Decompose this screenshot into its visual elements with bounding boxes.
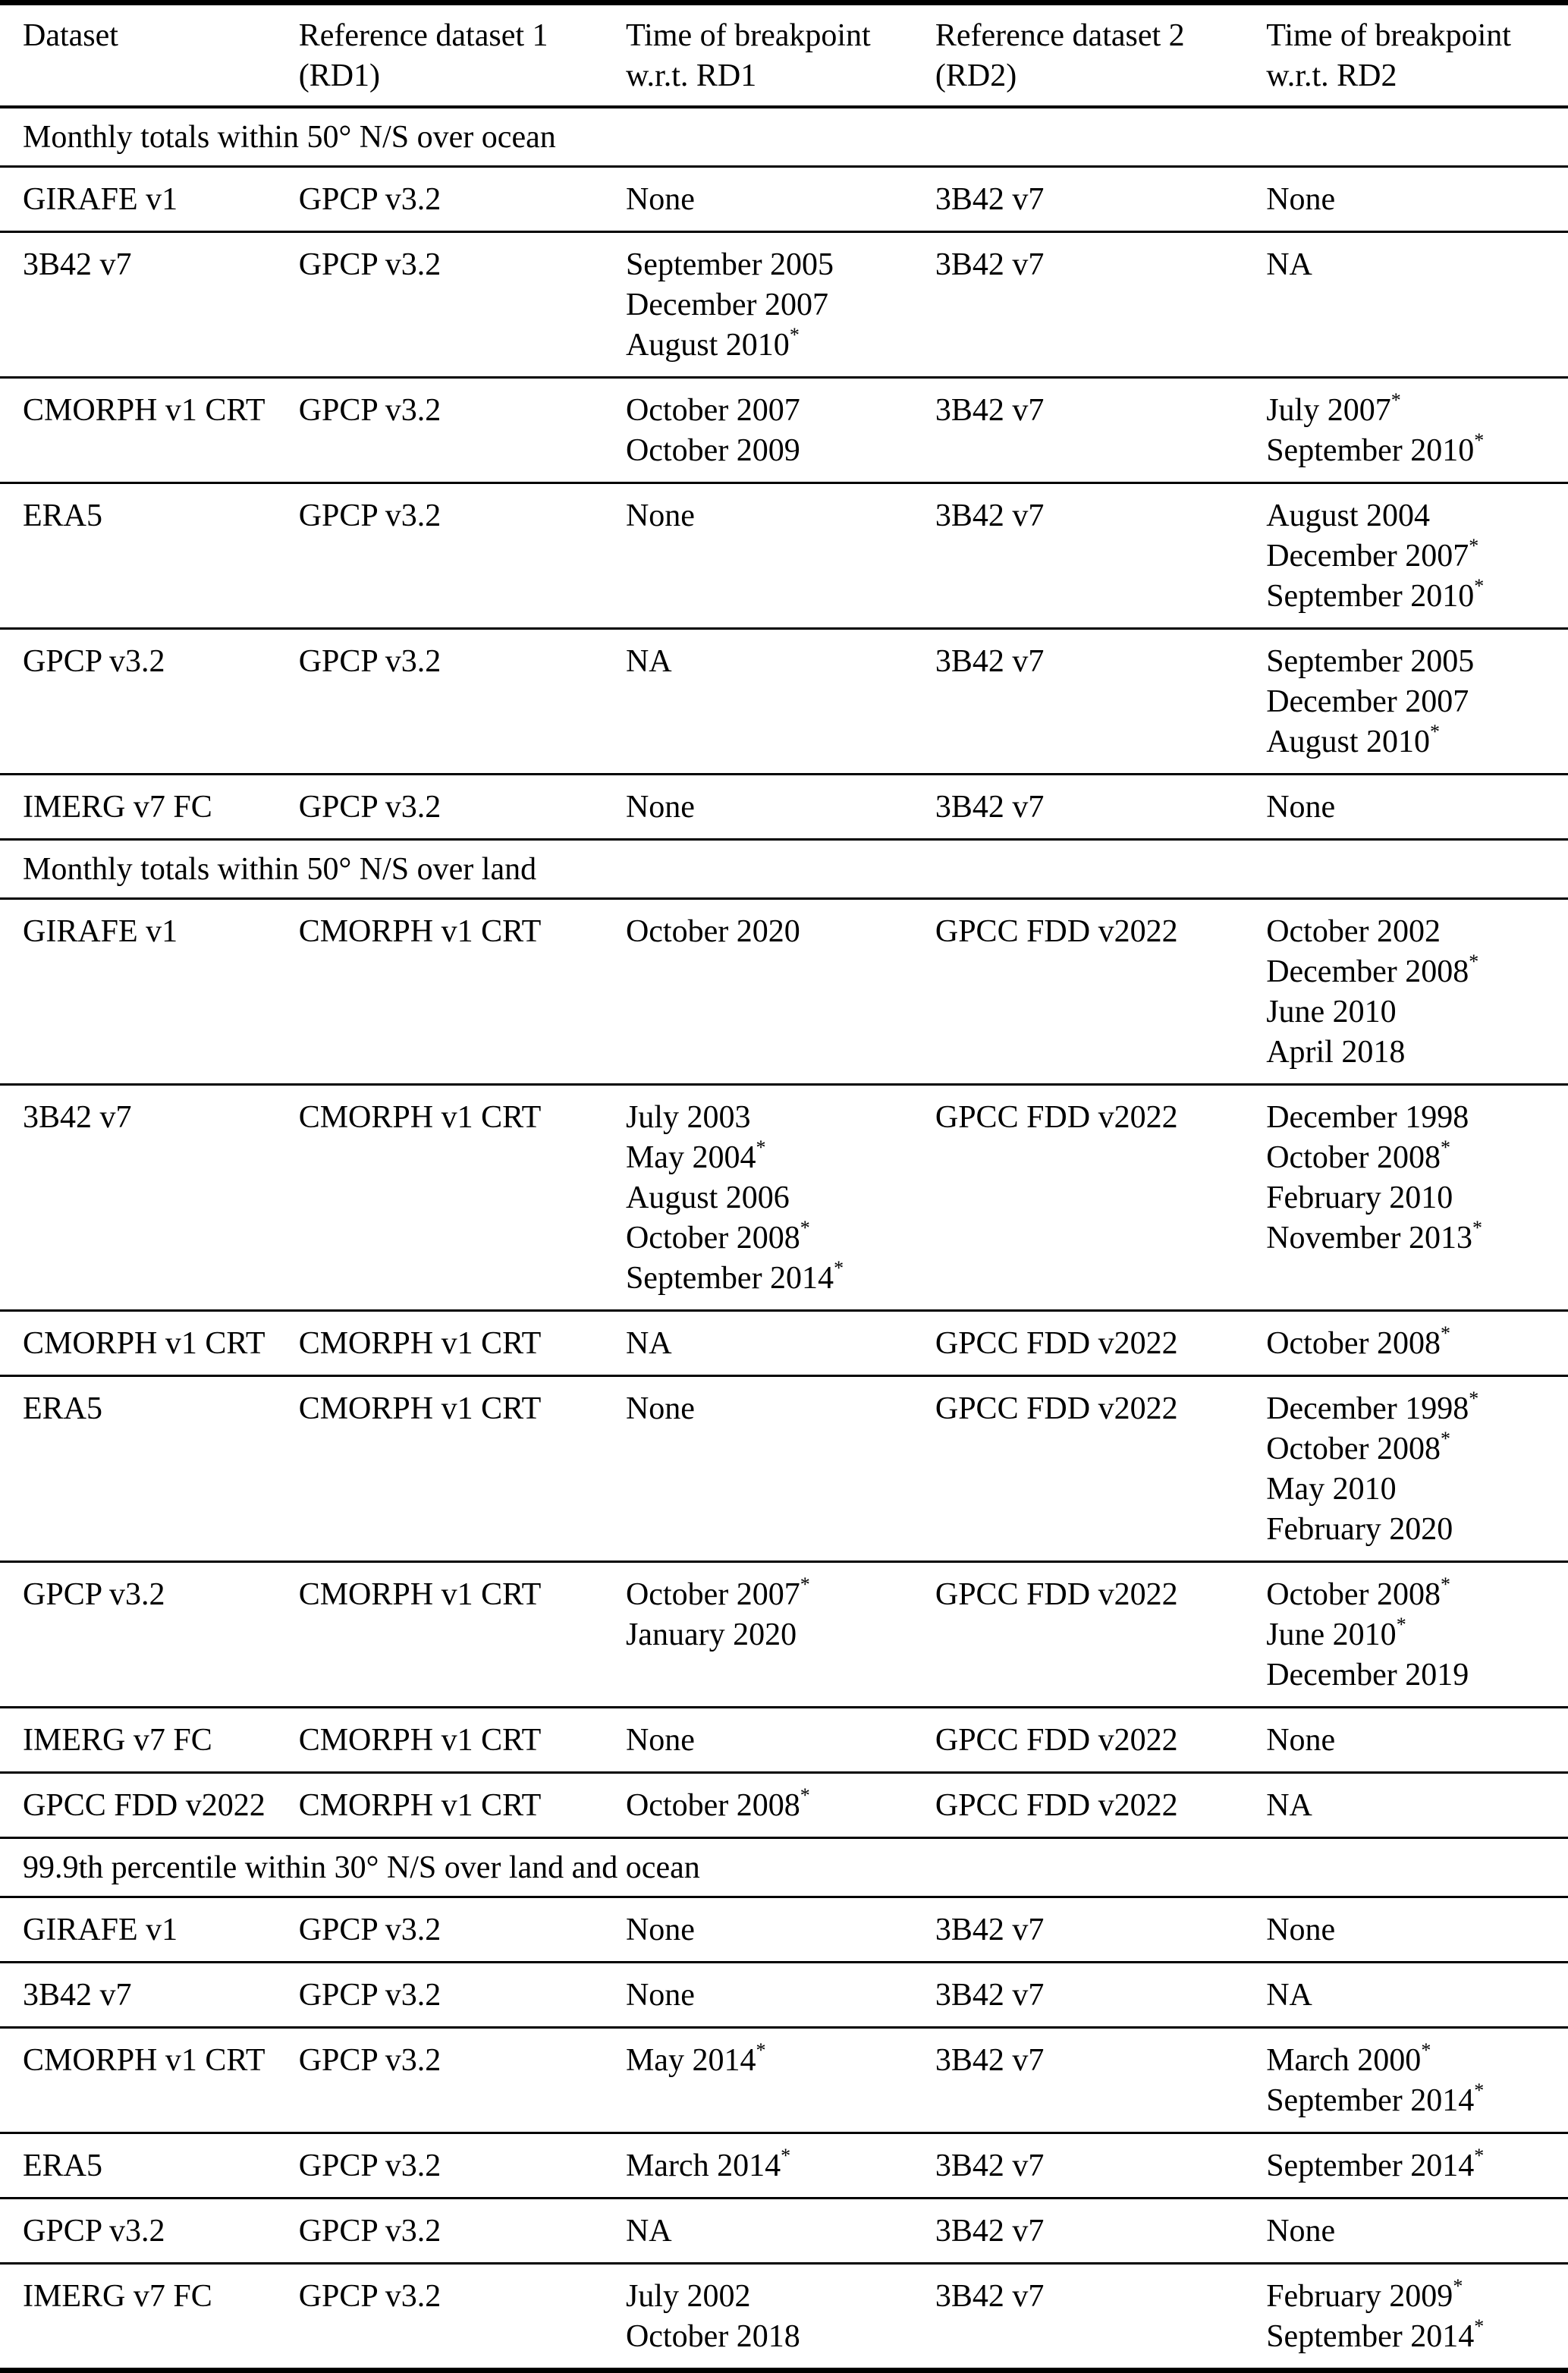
rd1-cell: GPCP v3.2: [298, 1913, 441, 1947]
dataset-cell: GPCP v3.2: [23, 2214, 165, 2249]
significance-asterisk: *: [1474, 575, 1485, 597]
table-row: [0, 1963, 1568, 2028]
table-row: [0, 378, 1568, 483]
dataset-cell: ERA5: [23, 498, 102, 533]
bp1-cell: [626, 1562, 935, 1708]
rd2-cell: 3B42 v7: [935, 2279, 1045, 2314]
dataset-cell: GIRAFE v1: [23, 182, 178, 217]
breakpoint-entry: October 2009: [625, 433, 800, 468]
rd1-cell: GPCP v3.2: [298, 498, 441, 533]
significance-asterisk: *: [1440, 1573, 1450, 1595]
rd2-cell: 3B42 v7: [935, 790, 1045, 825]
significance-asterisk: *: [800, 1217, 810, 1239]
significance-asterisk: *: [1474, 2145, 1485, 2167]
breakpoint-entry: February 2010: [1266, 1180, 1453, 1215]
breakpoint-entry: September 2014*: [1266, 2315, 1485, 2354]
bp2-cell: [1266, 899, 1568, 1085]
significance-asterisk: *: [789, 324, 800, 346]
bp2-cell: [1266, 1311, 1568, 1376]
bp2-cell: [1266, 1963, 1568, 2028]
dataset-cell: IMERG v7 FC: [23, 2279, 212, 2314]
column-header-line: Reference dataset 1: [298, 18, 548, 53]
breakpoint-entry: June 2010*: [1266, 1614, 1406, 1652]
rd2-cell: 3B42 v7: [935, 644, 1045, 679]
table-row: [0, 899, 1568, 1085]
breakpoint-entry: October 2008*: [1266, 1573, 1450, 1612]
bp2-cell: [1266, 2133, 1568, 2199]
table-row: [0, 1562, 1568, 1708]
breakpoint-entry: October 2007: [625, 393, 800, 428]
breakpoint-entry: December 2008*: [1266, 951, 1479, 989]
breakpoint-entry: NA: [1266, 1788, 1312, 1823]
breakpoint-entry: September 2014*: [1266, 2145, 1485, 2183]
column-header-line: Time of breakpoint: [625, 18, 871, 53]
bp2-cell: [1266, 1085, 1568, 1311]
rd1-cell: GPCP v3.2: [298, 790, 441, 825]
breakpoint-entry: None: [625, 1978, 695, 2013]
bp2-cell: [1266, 2264, 1568, 2371]
breakpoint-entry: June 2010: [1266, 995, 1397, 1029]
bp1-cell: [626, 2133, 935, 2199]
breakpoint-entry: None: [1266, 182, 1336, 217]
rd1-cell: CMORPH v1 CRT: [298, 1326, 542, 1361]
breakpoint-entry: NA: [1266, 247, 1312, 282]
table-header: [0, 3, 1568, 108]
table-row: [0, 2133, 1568, 2199]
breakpoint-entry: August 2004: [1266, 498, 1431, 533]
bp1-cell: [626, 2264, 935, 2371]
breakpoint-entry: August 2006: [625, 1180, 790, 1215]
rd2-cell: 3B42 v7: [935, 498, 1045, 533]
column-header-line: Dataset: [23, 18, 118, 53]
rd2-cell: GPCC FDD v2022: [935, 1577, 1178, 1612]
table-row: [0, 2264, 1568, 2371]
breakpoint-entry: None: [625, 182, 695, 217]
significance-asterisk: *: [1469, 535, 1479, 557]
table-row: [0, 2199, 1568, 2264]
breakpoint-entry: October 2018: [625, 2319, 800, 2354]
bp1-cell: [626, 378, 935, 483]
bp1-cell: [626, 899, 935, 1085]
bp1-cell: [626, 2028, 935, 2133]
section-title: 99.9th percentile within 30° N/S over land and ocean: [23, 1850, 700, 1885]
significance-asterisk: *: [1474, 2315, 1485, 2337]
header-row: [0, 3, 1568, 108]
column-header-rd1: [299, 3, 626, 108]
section-title: Monthly totals within 50° N/S over land: [23, 852, 537, 887]
breakpoint-entry: None: [1266, 790, 1336, 825]
significance-asterisk: *: [800, 1573, 810, 1595]
column-header-line: Reference dataset 2: [935, 18, 1185, 53]
bp2-cell: [1266, 1376, 1568, 1562]
bp1-cell: [626, 775, 935, 840]
significance-asterisk: *: [1396, 1614, 1406, 1636]
rd1-cell: GPCP v3.2: [298, 1978, 441, 2013]
breakpoint-entry: December 2019: [1266, 1658, 1469, 1693]
dataset-cell: CMORPH v1 CRT: [23, 2043, 266, 2078]
column-header-line: Time of breakpoint: [1266, 18, 1511, 53]
rd2-cell: GPCC FDD v2022: [935, 1100, 1178, 1135]
significance-asterisk: *: [1472, 1217, 1482, 1239]
column-header-line: w.r.t. RD2: [1266, 58, 1397, 93]
rd1-cell: CMORPH v1 CRT: [298, 1788, 542, 1823]
breakpoint-entry: None: [1266, 1723, 1336, 1758]
breakpoint-entry: January 2020: [625, 1617, 797, 1652]
breakpoint-entry: None: [625, 1723, 695, 1758]
breakpoint-entry: None: [625, 790, 695, 825]
rd1-cell: GPCP v3.2: [298, 2148, 441, 2183]
significance-asterisk: *: [1390, 389, 1401, 411]
dataset-cell: CMORPH v1 CRT: [23, 1326, 266, 1361]
section-header-row: [0, 107, 1568, 167]
bp1-cell: [626, 1376, 935, 1562]
dataset-cell: IMERG v7 FC: [23, 790, 212, 825]
bp1-cell: [626, 1311, 935, 1376]
breakpoint-entry: December 1998: [1266, 1100, 1469, 1135]
significance-asterisk: *: [1440, 1428, 1450, 1450]
rd2-cell: GPCC FDD v2022: [935, 1391, 1178, 1426]
dataset-cell: ERA5: [23, 2148, 102, 2183]
breakpoint-entry: July 2007*: [1266, 389, 1401, 428]
breakpoint-entry: September 2014*: [1266, 2079, 1485, 2118]
bp2-cell: [1266, 167, 1568, 232]
rd2-cell: 3B42 v7: [935, 1913, 1045, 1947]
dataset-cell: GPCP v3.2: [23, 644, 165, 679]
bp2-cell: [1266, 1773, 1568, 1838]
rd1-cell: CMORPH v1 CRT: [298, 914, 542, 949]
table-row: [0, 167, 1568, 232]
breakpoint-entry: None: [625, 498, 695, 533]
breakpoint-entry: July 2002: [625, 2279, 751, 2314]
breakpoint-entry: NA: [1266, 1978, 1312, 2013]
breakpoint-entry: None: [1266, 1913, 1336, 1947]
significance-asterisk: *: [756, 1136, 766, 1158]
rd2-cell: GPCC FDD v2022: [935, 1723, 1178, 1758]
bp1-cell: [626, 483, 935, 629]
bp1-cell: [626, 1773, 935, 1838]
table-row: [0, 629, 1568, 775]
rd1-cell: GPCP v3.2: [298, 2279, 441, 2314]
significance-asterisk: *: [1469, 1388, 1479, 1410]
breakpoint-entry: September 2014*: [625, 1257, 844, 1296]
dataset-cell: GPCP v3.2: [23, 1577, 165, 1612]
section-header-row: [0, 840, 1568, 899]
bp1-cell: [626, 1708, 935, 1773]
significance-asterisk: *: [834, 1257, 844, 1279]
breakpoint-entry: February 2009*: [1266, 2275, 1463, 2314]
breakpoint-entry: November 2013*: [1266, 1217, 1482, 1256]
bp1-cell: [626, 1085, 935, 1311]
dataset-cell: ERA5: [23, 1391, 102, 1426]
table-row: [0, 1773, 1568, 1838]
bp1-cell: [626, 629, 935, 775]
rd1-cell: GPCP v3.2: [298, 644, 441, 679]
breakpoint-entry: December 2007*: [1266, 535, 1479, 574]
table-body: [0, 107, 1568, 2371]
breakpoint-entry: NA: [625, 1326, 672, 1361]
breakpoint-entry: October 2008*: [1266, 1136, 1450, 1175]
breakpoint-entry: May 2004*: [625, 1136, 766, 1175]
breakpoint-entry: September 2010*: [1266, 429, 1485, 468]
rd2-cell: 3B42 v7: [935, 2043, 1045, 2078]
column-header-dataset: [0, 3, 299, 108]
significance-asterisk: *: [1430, 721, 1441, 743]
rd1-cell: GPCP v3.2: [298, 2214, 441, 2249]
dataset-cell: GIRAFE v1: [23, 914, 178, 949]
table-row: [0, 1708, 1568, 1773]
rd2-cell: GPCC FDD v2022: [935, 914, 1178, 949]
bp1-cell: [626, 167, 935, 232]
table-row: [0, 1311, 1568, 1376]
bp2-cell: [1266, 1562, 1568, 1708]
significance-asterisk: *: [1453, 2275, 1463, 2297]
bp1-cell: [626, 1963, 935, 2028]
significance-asterisk: *: [756, 2039, 766, 2061]
bp2-cell: [1266, 775, 1568, 840]
rd2-cell: 3B42 v7: [935, 247, 1045, 282]
breakpoint-entry: March 2000*: [1266, 2039, 1431, 2078]
breakpoint-entry: April 2018: [1266, 1035, 1406, 1070]
breakpoint-entry: September 2005: [625, 247, 834, 282]
dataset-cell: IMERG v7 FC: [23, 1723, 212, 1758]
significance-asterisk: *: [1440, 1322, 1450, 1344]
column-header-line: w.r.t. RD1: [625, 58, 757, 93]
dataset-cell: 3B42 v7: [23, 1978, 132, 2013]
significance-asterisk: *: [1421, 2039, 1431, 2061]
rd2-cell: 3B42 v7: [935, 2148, 1045, 2183]
breakpoint-entry: October 2020: [625, 914, 800, 949]
significance-asterisk: *: [1469, 951, 1479, 973]
breakpoint-entry: July 2003: [625, 1100, 751, 1135]
bp1-cell: [626, 232, 935, 378]
breakpoint-entry: August 2010*: [625, 324, 800, 363]
significance-asterisk: *: [781, 2145, 791, 2167]
breakpoint-entry: None: [625, 1391, 695, 1426]
rd1-cell: GPCP v3.2: [298, 393, 441, 428]
section-title: Monthly totals within 50° N/S over ocean: [23, 120, 556, 155]
table-row: [0, 2028, 1568, 2133]
breakpoint-entry: October 2008*: [625, 1784, 810, 1823]
rd1-cell: GPCP v3.2: [298, 182, 441, 217]
bp2-cell: [1266, 2028, 1568, 2133]
rd1-cell: GPCP v3.2: [298, 247, 441, 282]
table-row: [0, 483, 1568, 629]
breakpoint-entry: October 2008*: [1266, 1428, 1450, 1466]
table-row: [0, 775, 1568, 840]
breakpoint-entry: September 2005: [1266, 644, 1475, 679]
rd1-cell: CMORPH v1 CRT: [298, 1391, 542, 1426]
breakpoint-entry: None: [625, 1913, 695, 1947]
dataset-cell: 3B42 v7: [23, 1100, 132, 1135]
bp1-cell: [626, 1897, 935, 1963]
significance-asterisk: *: [1440, 1136, 1450, 1158]
column-header-bp1: [626, 3, 935, 108]
breakpoint-entry: February 2020: [1266, 1512, 1453, 1547]
breakpoint-entry: March 2014*: [625, 2145, 791, 2183]
rd1-cell: CMORPH v1 CRT: [298, 1577, 542, 1612]
dataset-cell: GIRAFE v1: [23, 1913, 178, 1947]
dataset-cell: 3B42 v7: [23, 247, 132, 282]
rd2-cell: 3B42 v7: [935, 182, 1045, 217]
column-header-bp2: [1266, 3, 1568, 108]
rd2-cell: 3B42 v7: [935, 1978, 1045, 2013]
bp2-cell: [1266, 1897, 1568, 1963]
rd2-cell: 3B42 v7: [935, 2214, 1045, 2249]
breakpoint-entry: September 2010*: [1266, 575, 1485, 614]
rd2-cell: GPCC FDD v2022: [935, 1788, 1178, 1823]
dataset-cell: CMORPH v1 CRT: [23, 393, 266, 428]
rd2-cell: 3B42 v7: [935, 393, 1045, 428]
breakpoint-entry: October 2008*: [1266, 1322, 1450, 1361]
rd2-cell: GPCC FDD v2022: [935, 1326, 1178, 1361]
table-row: [0, 1376, 1568, 1562]
breakpoint-entry: December 2007: [625, 288, 829, 322]
significance-asterisk: *: [800, 1784, 810, 1806]
breakpoint-entry: October 2007*: [625, 1573, 810, 1612]
rd1-cell: GPCP v3.2: [298, 2043, 441, 2078]
table-row: [0, 1085, 1568, 1311]
bp2-cell: [1266, 483, 1568, 629]
breakpoint-entry: NA: [625, 2214, 672, 2249]
bp1-cell: [626, 2199, 935, 2264]
breakpoint-entry: August 2010*: [1266, 721, 1441, 759]
bp2-cell: [1266, 378, 1568, 483]
column-header-line: (RD2): [935, 58, 1017, 93]
dataset-cell: GPCC FDD v2022: [23, 1788, 266, 1823]
breakpoint-entry: December 2007: [1266, 684, 1469, 719]
rd1-cell: CMORPH v1 CRT: [298, 1100, 542, 1135]
breakpoint-entry: May 2010: [1266, 1472, 1397, 1507]
breakpoint-entry: October 2002: [1266, 914, 1441, 949]
bp2-cell: [1266, 2199, 1568, 2264]
breakpoint-entry: May 2014*: [625, 2039, 766, 2078]
table-row: [0, 232, 1568, 378]
breakpoint-entry: October 2008*: [625, 1217, 810, 1256]
significance-asterisk: *: [1474, 2079, 1485, 2101]
breakpoint-entry: None: [1266, 2214, 1336, 2249]
column-header-rd2: [935, 3, 1266, 108]
breakpoint-entry: NA: [625, 644, 672, 679]
breakpoint-entry: December 1998*: [1266, 1388, 1479, 1426]
column-header-line: (RD1): [298, 58, 381, 93]
bp2-cell: [1266, 232, 1568, 378]
rd1-cell: CMORPH v1 CRT: [298, 1723, 542, 1758]
section-header-row: [0, 1838, 1568, 1897]
table-row: [0, 1897, 1568, 1963]
bp2-cell: [1266, 629, 1568, 775]
bp2-cell: [1266, 1708, 1568, 1773]
significance-asterisk: *: [1474, 429, 1485, 451]
